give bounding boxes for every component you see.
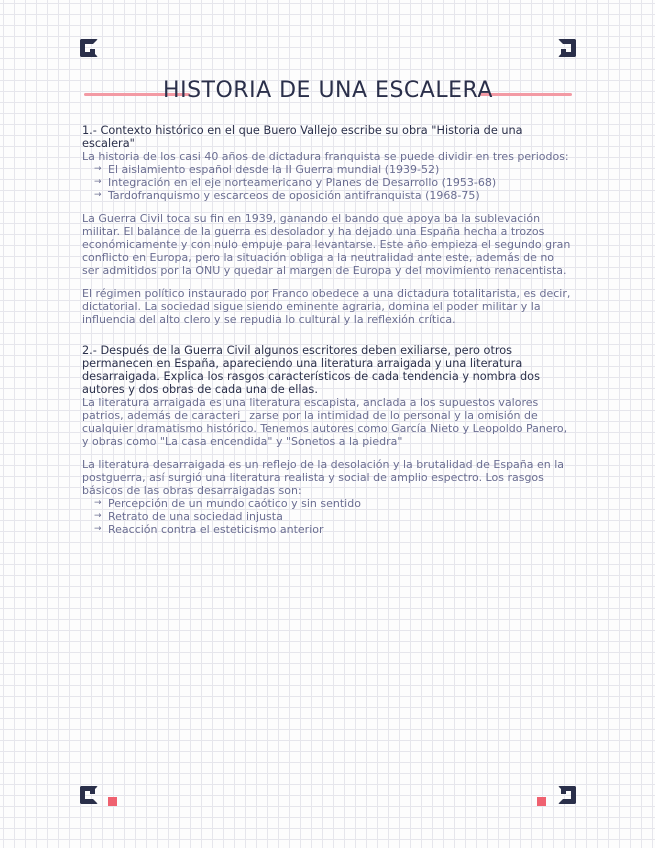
- section-1-intro: La historia de los casi 40 años de dictadura franquista se puede dividir en tres periodos:: [82, 150, 569, 163]
- section-2-heading: 2.- Después de la Guerra Civil algunos escritores deben exiliarse, pero otros permanecen en España, apareciendo una literatura arraigada y una literatura desarraigada. Explica los rasgos característicos de cada tendencia y nombra dos autores y dos obras de cada una de ellas.: [82, 344, 540, 396]
- title-block: [80, 76, 576, 112]
- notes-content: [82, 124, 572, 536]
- traits-list: [82, 497, 572, 536]
- list-item: → Percepción de un mundo caótico y sin sentido: [94, 497, 572, 510]
- corner-bracket-icon-top-left: [80, 39, 98, 57]
- list-item: → Integración en el eje norteamericano y Planes de Desarrollo (1953-68): [94, 176, 572, 189]
- list-item: → Reacción contra el esteticismo anterior: [94, 523, 572, 536]
- section-2-paragraph: La literatura desarraigada es un reflejo de la desolación y la brutalidad de España en la postguerra, así surgió una literatura realista y social de amplio espectro. Los rasgos básicos de las obras desarraigadas son:: [82, 458, 565, 497]
- section-1-heading: 1.- Contexto histórico en el que Buero Vallejo escribe su obra "Historia de una escalera": [82, 124, 523, 150]
- periods-list: [82, 163, 572, 202]
- section-1-paragraph: La Guerra Civil toca su fin en 1939, ganando el bando que apoya ba la sublevación militar. El balance de la guerra es desolador y ha dejado una España hecha a trozos económicamente y con nulo empuje para levantarse. Este año empieza el segundo gran conflicto en Europa, pero la situación obliga a la neutralidad ante este, además de no ser admitidos por la ONU y quedar al margen de Europa y del movimiento renacentista.: [82, 212, 571, 277]
- section-1-paragraph: El régimen político instaurado por Franco obedece a una dictadura totalitarista, es decir, dictatorial. La sociedad sigue siendo eminente agraria, domina el poder militar y la influencia del alto clero y se repudia lo cultural y la reflexión crítica.: [82, 287, 571, 326]
- list-item: → El aislamiento español desde la II Guerra mundial (1939-52): [94, 163, 572, 176]
- section-2-paragraph: La literatura arraigada es una literatura escapista, anclada a los supuestos valores patrios, además de caracteri_ zarse por la intimidad de lo personal y la omisión de cualquier dramatismo histórico. Tenemos autores como García Nieto y Leopoldo Panero, y obras como "La casa encendida" y "Sonetos a la piedra": [82, 396, 568, 448]
- corner-bracket-icon-bottom-left: [80, 786, 98, 804]
- pink-square-marker: [108, 797, 117, 806]
- corner-bracket-icon-bottom-right: [558, 786, 576, 804]
- page-title: HISTORIA DE UNA ESCALERA: [163, 78, 493, 103]
- list-item: → Retrato de una sociedad injusta: [94, 510, 572, 523]
- list-item: → Tardofranquismo y escarceos de oposición antifranquista (1968-75): [94, 189, 572, 202]
- pink-square-marker: [537, 797, 546, 806]
- corner-bracket-icon-top-right: [558, 39, 576, 57]
